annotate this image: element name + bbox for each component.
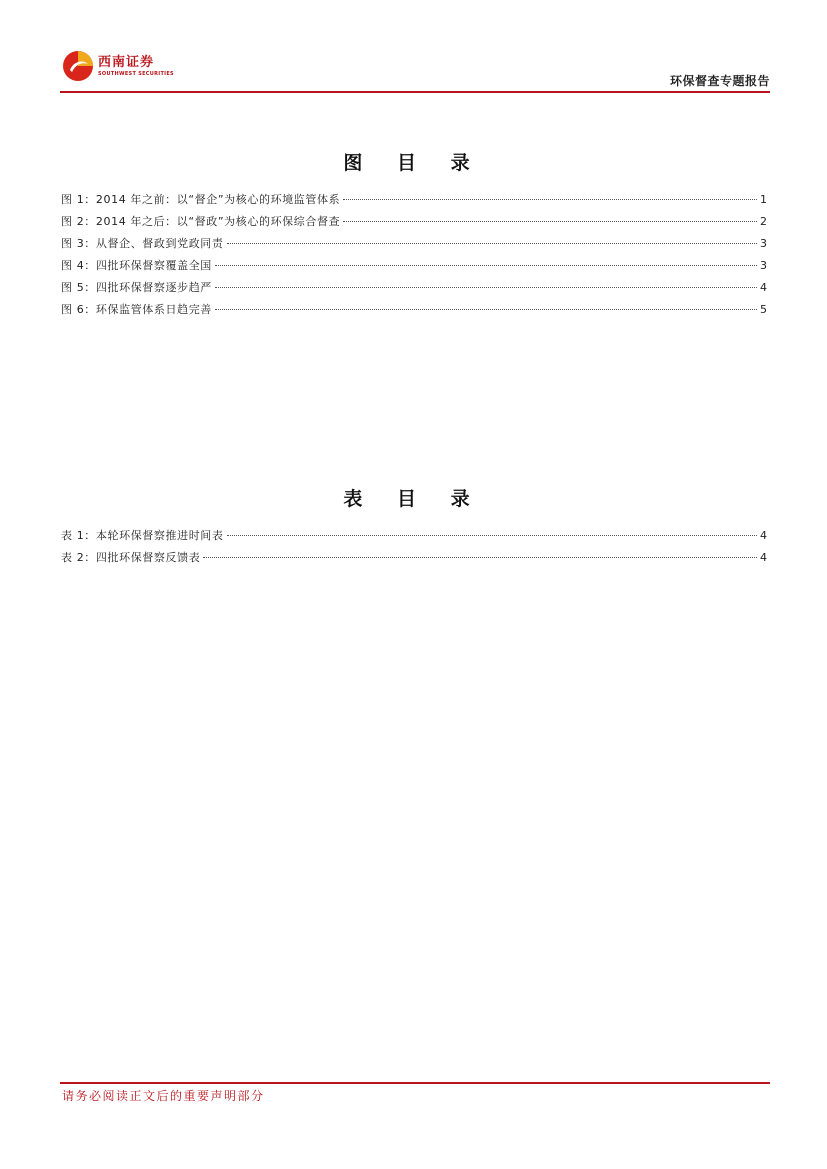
toc-entry-label: 图 2：2014 年之后：以“督政”为核心的环保综合督查 <box>61 215 341 228</box>
toc-entry-label: 图 6：环保监管体系日趋完善 <box>61 303 212 316</box>
southwest-securities-logo-icon <box>62 50 94 82</box>
logo-chinese-name: 西南证券 <box>98 54 155 70</box>
toc-entry[interactable] <box>61 191 767 213</box>
toc-entry[interactable] <box>61 235 767 257</box>
toc-entry[interactable] <box>61 549 767 571</box>
toc-entry-page: 2 <box>760 215 767 228</box>
footer-divider <box>60 1082 770 1084</box>
toc-entry[interactable] <box>61 527 767 549</box>
toc-entry[interactable] <box>61 213 767 235</box>
toc-entry-label: 表 2：四批环保督察反馈表 <box>61 551 201 564</box>
figure-index-list <box>61 191 767 323</box>
company-logo <box>62 50 174 82</box>
header-divider <box>60 91 770 93</box>
toc-entry-page: 1 <box>760 193 767 206</box>
toc-dot-leader <box>215 287 757 288</box>
toc-entry-label: 图 1：2014 年之前：以“督企”为核心的环境监管体系 <box>61 193 341 206</box>
toc-entry-label: 图 4：四批环保督察覆盖全国 <box>61 259 212 272</box>
toc-entry-page: 3 <box>760 237 767 250</box>
toc-entry[interactable] <box>61 257 767 279</box>
toc-entry-page: 5 <box>760 303 767 316</box>
toc-entry-label: 表 1：本轮环保督察推进时间表 <box>61 529 224 542</box>
toc-dot-leader <box>227 535 758 536</box>
toc-dot-leader <box>343 221 757 222</box>
toc-entry-page: 4 <box>760 529 767 542</box>
toc-entry-page: 3 <box>760 259 767 272</box>
toc-dot-leader <box>215 265 757 266</box>
logo-english-name: SOUTHWEST SECURITIES <box>98 70 174 77</box>
toc-dot-leader <box>215 309 757 310</box>
toc-entry-page: 4 <box>760 551 767 564</box>
report-title: 环保督查专题报告 <box>669 74 770 88</box>
toc-dot-leader <box>203 557 757 558</box>
toc-entry-page: 4 <box>760 281 767 294</box>
toc-dot-leader <box>227 243 758 244</box>
toc-dot-leader <box>343 199 757 200</box>
footer-disclaimer: 请务必阅读正文后的重要声明部分 <box>62 1089 265 1103</box>
table-index-title: 表 目 录 <box>343 488 484 510</box>
table-index-list <box>61 527 767 571</box>
toc-entry-label: 图 5：四批环保督察逐步趋严 <box>61 281 212 294</box>
page-header <box>60 48 770 92</box>
toc-entry[interactable] <box>61 301 767 323</box>
toc-entry-label: 图 3：从督企、督政到党政同责 <box>61 237 224 250</box>
figure-index-title: 图 目 录 <box>343 152 484 174</box>
toc-entry[interactable] <box>61 279 767 301</box>
